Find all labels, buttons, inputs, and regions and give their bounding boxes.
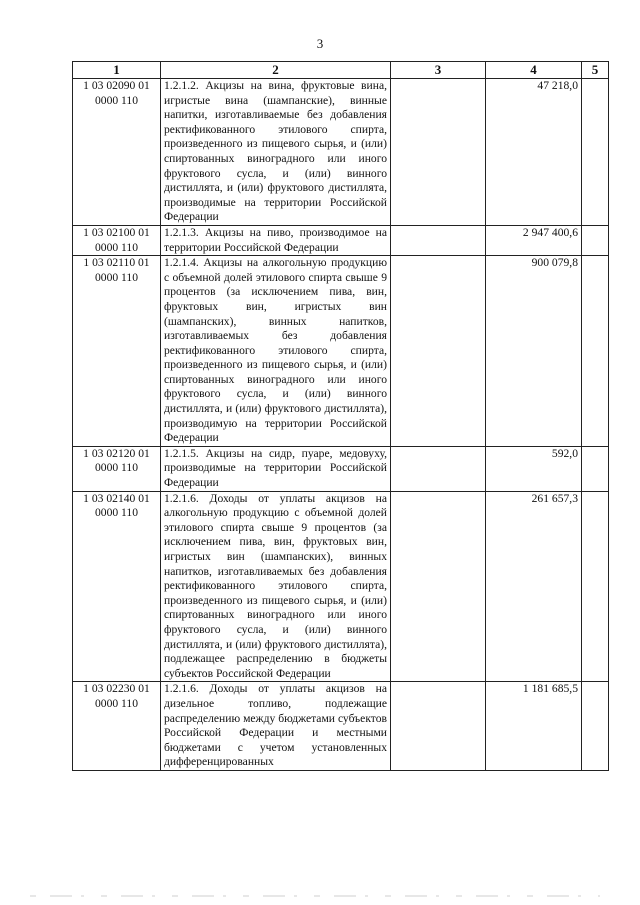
column-3-cell — [391, 682, 486, 771]
amount-cell: 261 657,3 — [486, 491, 582, 682]
budget-code-cell: 1 03 02090 01 0000 110 — [73, 79, 161, 226]
description-cell: 1.2.1.2. Акцизы на вина, фруктовые вина, игристые вина (шампанские), винные напитки, изготавливаемые без добавления ректификованного этилового спирта, произведенного из пищевого сырья, и (или) спиртованных виноградного или иного фруктового сусла, и (или) винного дистиллята, и (или) фруктового дистиллята, производимые на территории Российской Федерации — [161, 79, 391, 226]
page-number: 3 — [316, 36, 324, 51]
column-5-cell — [582, 256, 609, 447]
column-header-2: 2 — [161, 62, 391, 79]
column-5-cell — [582, 491, 609, 682]
table-row — [73, 225, 609, 255]
table-row — [73, 446, 609, 491]
table-header-row — [73, 62, 609, 79]
column-3-cell — [391, 79, 486, 226]
amount-cell: 900 079,8 — [486, 256, 582, 447]
scan-artifact — [0, 893, 640, 899]
amount-cell: 47 218,0 — [486, 79, 582, 226]
column-header-3: 3 — [391, 62, 486, 79]
column-5-cell — [582, 79, 609, 226]
description-cell: 1.2.1.3. Акцизы на пиво, производимое на территории Российской Федерации — [161, 225, 391, 255]
table-row — [73, 256, 609, 447]
description-cell: 1.2.1.6. Доходы от уплаты акцизов на алкогольную продукцию с объемной долей этилового спирта свыше 9 процентов (за исключением пива, вин, фруктовых вин, игристых вин (шампанских), винных напитков, изготавливаемых без добавления ректификованного этилового спирта, произведенного из пищевого сырья, и (или) спиртованных виноградного или иного фруктового сусла, и (или) винного дистиллята, и (или) фруктового дистиллята), подлежащее распределению в бюджеты субъектов Российской Федерации — [161, 491, 391, 682]
budget-code-cell: 1 03 02140 01 0000 110 — [73, 491, 161, 682]
column-5-cell — [582, 682, 609, 771]
amount-cell: 592,0 — [486, 446, 582, 491]
column-3-cell — [391, 225, 486, 255]
revenue-table — [72, 61, 609, 771]
column-3-cell — [391, 491, 486, 682]
column-3-cell — [391, 256, 486, 447]
column-3-cell — [391, 446, 486, 491]
table-row — [73, 682, 609, 771]
budget-code-cell: 1 03 02120 01 0000 110 — [73, 446, 161, 491]
description-cell: 1.2.1.5. Акцизы на сидр, пуаре, медовуху, производимые на территории Российской Федерации — [161, 446, 391, 491]
column-header-5: 5 — [582, 62, 609, 79]
budget-code-cell: 1 03 02110 01 0000 110 — [73, 256, 161, 447]
description-cell: 1.2.1.6. Доходы от уплаты акцизов на дизельное топливо, подлежащие распределению между бюджетами субъектов Российской Федерации и местными бюджетами с учетом установленных дифференцированных — [161, 682, 391, 771]
description-cell: 1.2.1.4. Акцизы на алкогольную продукцию с объемной долей этилового спирта свыше 9 процентов (за исключением пива, вин, фруктовых вин, игристых вин (шампанских), винных напитков, изготавливаемых без добавления ректификованного этилового спирта, произведенного из пищевого сырья, и (или) спиртованных виноградного или иного фруктового сусла, и (или) винного дистиллята, и (или) фруктового дистиллята), производимую на территории Российской Федерации — [161, 256, 391, 447]
budget-code-cell: 1 03 02100 01 0000 110 — [73, 225, 161, 255]
amount-cell: 2 947 400,6 — [486, 225, 582, 255]
column-header-4: 4 — [486, 62, 582, 79]
column-5-cell — [582, 225, 609, 255]
table-row — [73, 491, 609, 682]
column-5-cell — [582, 446, 609, 491]
column-header-1: 1 — [73, 62, 161, 79]
amount-cell: 1 181 685,5 — [486, 682, 582, 771]
budget-code-cell: 1 03 02230 01 0000 110 — [73, 682, 161, 771]
table-row — [73, 79, 609, 226]
